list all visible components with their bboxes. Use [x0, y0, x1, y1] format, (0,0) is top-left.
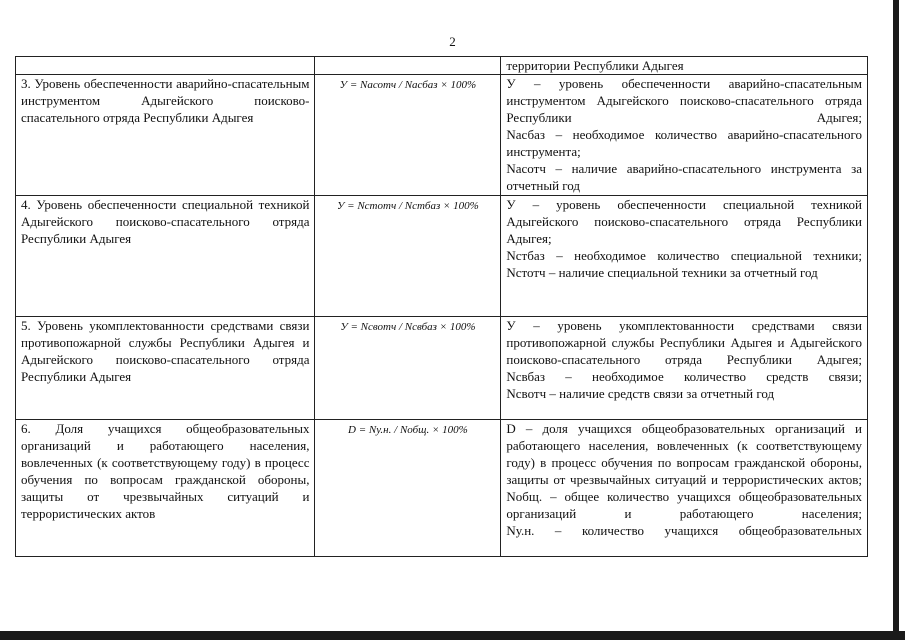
table-row: [16, 196, 868, 317]
indicator-name-cell: 4. Уровень обеспеченности специальной техникой Адыгейского поисково-спасательного отряда Республики Адыгея: [16, 196, 315, 317]
description-line: Nстотч – наличие специальной техники за отчетный год: [506, 265, 818, 280]
description-line: Nсвотч – наличие средств связи за отчетный год: [506, 386, 775, 401]
formula-cell: [315, 57, 501, 75]
page-number: 2: [449, 34, 456, 49]
description-cell: [501, 420, 868, 557]
indicator-name-cell: 6. Доля учащихся общеобразовательных организаций и работающего населения, вовлеченных (к соответствующему году) в процесс обучения по вопросам гражданской обороны, защиты от чрезвычайных ситуаций и террористических актов: [16, 420, 315, 557]
table-row: [16, 57, 868, 75]
indicator-name-cell: 5. Уровень укомплектованности средствами связи противопожарной службы Республики Адыгея и Адыгейского поисково-спасательного отряда Республики Адыгея: [16, 317, 315, 420]
formula-cell: У = Nсвотч / Nсвбаз × 100%: [315, 317, 501, 420]
description-line: Nобщ. – общее количество учащихся общеобразовательных организаций и работающего населения;: [506, 489, 862, 521]
description-line: Nстбаз – необходимое количество специальной техники;: [506, 248, 862, 263]
description-line: Nу.н. – количество учащихся общеобразовательных: [506, 523, 862, 538]
description-line: Nасбаз – необходимое количество аварийно-спасательного инструмента;: [506, 127, 862, 159]
indicators-table: [15, 56, 868, 557]
formula-cell: У = Nасотч / Nасбаз × 100%: [315, 75, 501, 196]
scan-edge-bottom: [0, 631, 905, 640]
formula-cell: У = Nстотч / Nстбаз × 100%: [315, 196, 501, 317]
description-cell: территории Республики Адыгея: [501, 57, 868, 75]
table-row: [16, 75, 868, 196]
indicator-name-cell: 3. Уровень обеспеченности аварийно-спасательным инструментом Адыгейского поисково-спасательного отряда Республики Адыгея: [16, 75, 315, 196]
description-line: У – уровень укомплектованности средствами связи противопожарной службы Республики Адыгея и Адыгейского поисково-спасательного отряда Республики Адыгея;: [506, 318, 862, 367]
table-row: [16, 420, 868, 557]
table-row: [16, 317, 868, 420]
indicator-name-cell: [16, 57, 315, 75]
description-cell: [501, 317, 868, 420]
description-cell: [501, 75, 868, 196]
description-line: У – уровень обеспеченности специальной техникой Адыгейского поисково-спасательного отряда Республики Адыгея;: [506, 197, 862, 246]
formula-cell: D = Nу.н. / Nобщ. × 100%: [315, 420, 501, 557]
description-line: Nсвбаз – необходимое количество средств связи;: [506, 369, 862, 384]
description-cell: [501, 196, 868, 317]
description-line: У – уровень обеспеченности аварийно-спасательным инструментом Адыгейского поисково-спасательного отряда Республики Адыгея;: [506, 76, 862, 125]
description-line: D – доля учащихся общеобразовательных организаций и работающего населения, вовлеченных (к соответствующему году) в процесс обучения по вопросам гражданской обороны, защиты от чрезвычайных ситуаций и террористических актов;: [506, 421, 862, 487]
description-line: Nасотч – наличие аварийно-спасательного инструмента за отчетный год: [506, 161, 862, 193]
scan-edge-right: [893, 0, 899, 640]
